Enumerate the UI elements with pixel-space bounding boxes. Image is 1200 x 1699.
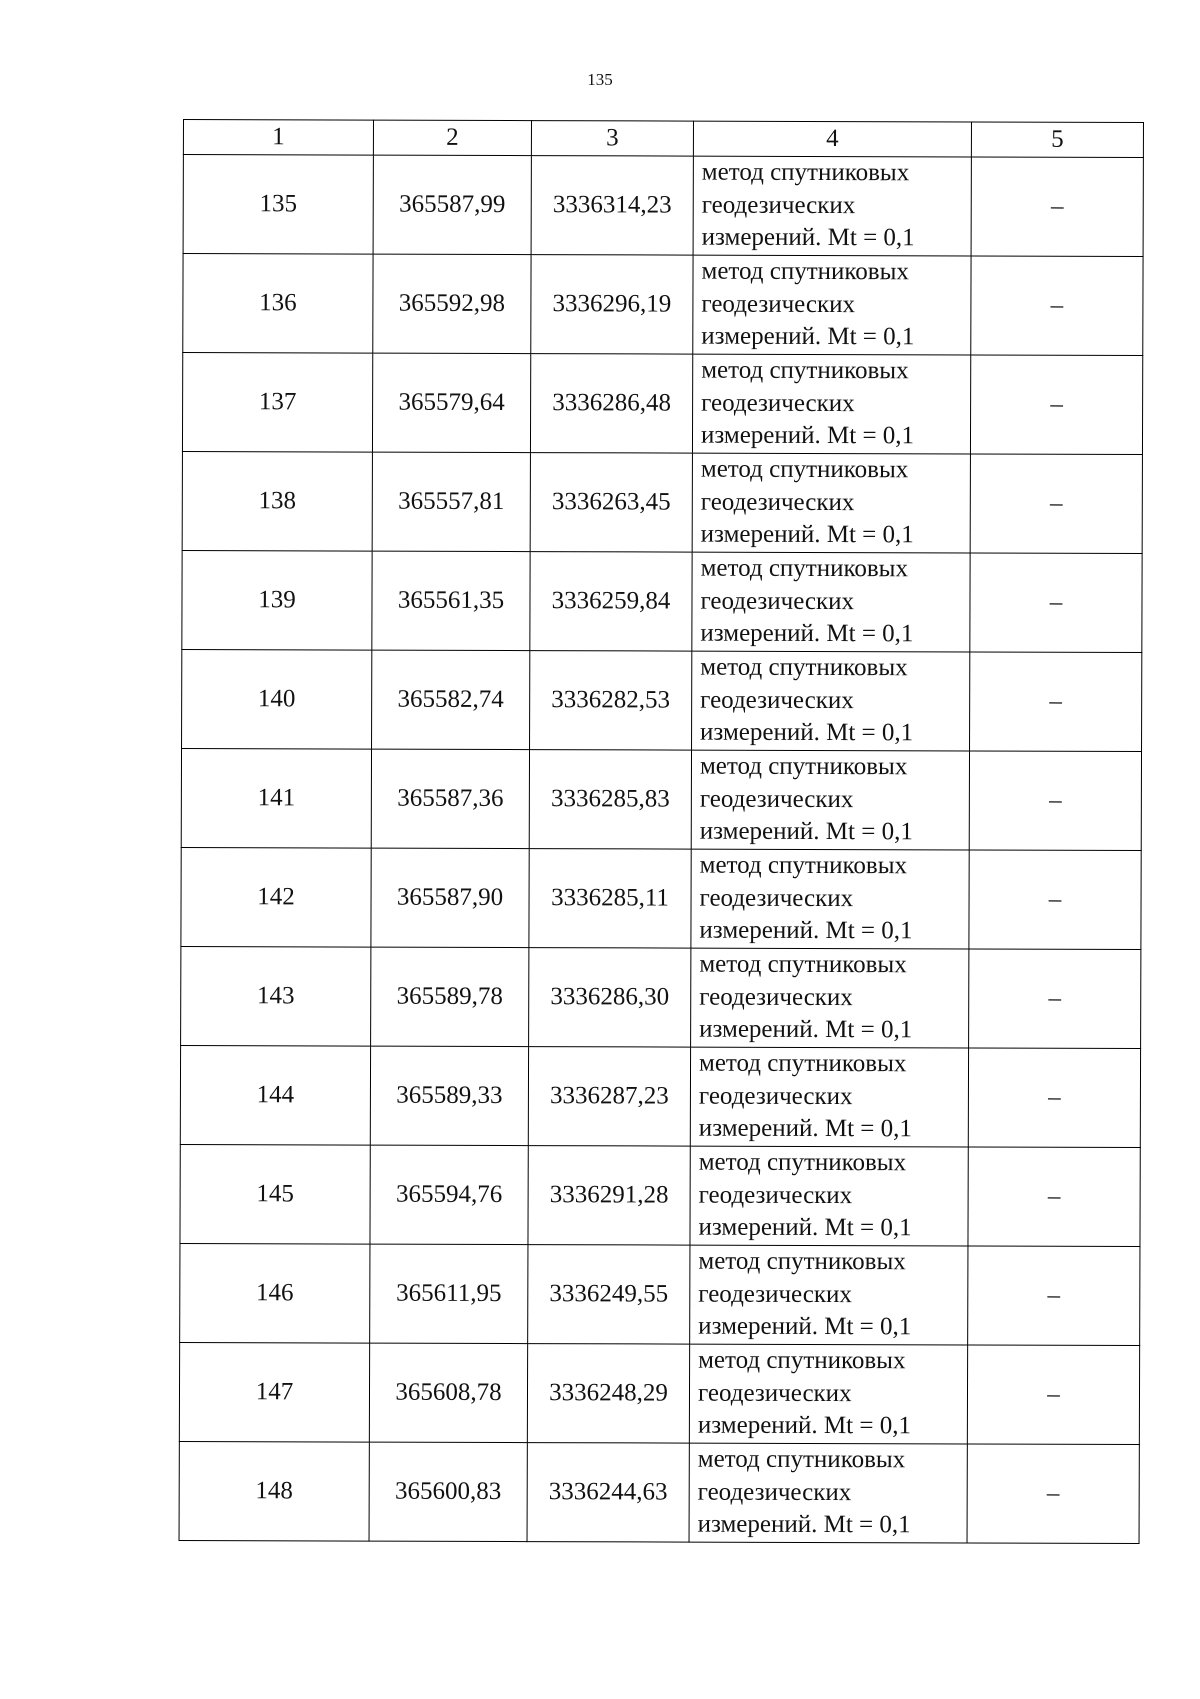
method-cell <box>690 1047 968 1147</box>
point-number-cell: 147 <box>179 1342 369 1442</box>
method-text-line: измерений. Mt = 0,1 <box>700 520 914 549</box>
method-text-line: метод спутниковых <box>699 851 908 880</box>
method-text-line: геодезических <box>699 983 853 1011</box>
table-row <box>183 155 1143 257</box>
method-text-line: метод спутниковых <box>701 356 909 385</box>
point-number-cell: 141 <box>181 748 371 848</box>
x-coordinate-cell: 365579,64 <box>372 353 530 452</box>
y-coordinate-cell: 3336259,84 <box>530 552 692 652</box>
method-text-line: измерений. Mt = 0,1 <box>701 322 915 351</box>
method-text-line: измерений. Mt = 0,1 <box>700 619 914 648</box>
method-cell <box>689 1344 967 1444</box>
method-text-line: измерений. Mt = 0,1 <box>699 916 913 945</box>
method-cell <box>691 750 969 850</box>
column-header-4: 4 <box>693 121 971 157</box>
y-coordinate-cell: 3336249,55 <box>528 1245 690 1345</box>
table-row <box>180 1144 1140 1246</box>
method-cell <box>690 1146 968 1246</box>
y-coordinate-cell: 3336248,29 <box>527 1344 689 1444</box>
y-coordinate-cell: 3336314,23 <box>531 156 693 256</box>
method-text-line: измерений. Mt = 0,1 <box>700 421 915 450</box>
y-coordinate-cell: 3336291,28 <box>528 1146 690 1246</box>
x-coordinate-cell: 365587,99 <box>373 155 531 254</box>
method-text-line: геодезических <box>701 191 856 219</box>
method-text-line: геодезических <box>699 884 854 912</box>
note-cell: – <box>968 1147 1140 1247</box>
note-cell: – <box>971 157 1143 257</box>
method-text-line: метод спутниковых <box>699 950 907 979</box>
table-row <box>182 550 1142 652</box>
method-text-line: измерений. Mt = 0,1 <box>698 1114 912 1143</box>
method-text-line: геодезических <box>701 389 855 417</box>
x-coordinate-cell: 365557,81 <box>372 452 530 551</box>
note-cell: – <box>967 1345 1139 1445</box>
method-cell <box>693 156 971 256</box>
method-text-line: геодезических <box>697 1478 852 1506</box>
method-text-line: геодезических <box>697 1379 852 1407</box>
table-row <box>181 748 1141 850</box>
table-row <box>181 847 1141 949</box>
column-header-2: 2 <box>373 120 531 155</box>
y-coordinate-cell: 3336263,45 <box>530 453 692 553</box>
x-coordinate-cell: 365589,78 <box>371 947 529 1046</box>
method-text-line: измерений. Mt = 0,1 <box>700 718 914 747</box>
note-cell: – <box>970 553 1142 653</box>
method-cell <box>691 849 969 949</box>
point-number-cell: 144 <box>180 1045 370 1145</box>
method-cell <box>692 552 970 652</box>
note-cell: – <box>969 751 1141 851</box>
method-text-line: геодезических <box>698 1181 853 1209</box>
note-cell: – <box>968 1246 1140 1346</box>
point-number-cell: 148 <box>179 1441 369 1541</box>
method-text-line: метод спутниковых <box>698 1148 907 1177</box>
y-coordinate-cell: 3336286,30 <box>529 948 691 1048</box>
x-coordinate-cell: 365582,74 <box>372 650 530 749</box>
method-cell <box>691 948 969 1048</box>
column-header-1: 1 <box>183 120 373 156</box>
x-coordinate-cell: 365561,35 <box>372 551 530 650</box>
method-text-line: измерений. Mt = 0,1 <box>697 1411 912 1440</box>
table-row <box>181 946 1141 1048</box>
table-row <box>180 1045 1140 1147</box>
method-text-line: метод спутниковых <box>701 257 909 286</box>
note-cell: – <box>968 1048 1140 1148</box>
y-coordinate-cell: 3336285,83 <box>529 750 691 850</box>
table-row <box>182 649 1142 751</box>
column-header-5: 5 <box>971 122 1143 158</box>
note-cell: – <box>969 850 1141 950</box>
table-row <box>179 1441 1139 1543</box>
method-text-line: метод спутниковых <box>700 455 909 484</box>
point-number-cell: 142 <box>181 847 371 947</box>
table-header <box>183 120 1143 158</box>
method-text-line: геодезических <box>700 686 854 714</box>
method-cell <box>692 651 970 751</box>
method-cell <box>693 255 971 355</box>
coordinates-table <box>179 119 1144 1544</box>
point-number-cell: 146 <box>180 1243 370 1343</box>
method-text-line: геодезических <box>700 488 855 516</box>
table-row <box>182 353 1142 455</box>
method-text-line: метод спутниковых <box>700 653 908 682</box>
method-text-line: измерений. Mt = 0,1 <box>701 223 915 252</box>
method-cell <box>689 1443 967 1543</box>
method-text-line: измерений. Mt = 0,1 <box>698 1213 912 1242</box>
method-text-line: метод спутниковых <box>698 1247 906 1276</box>
method-text-line: геодезических <box>699 785 854 813</box>
x-coordinate-cell: 365608,78 <box>369 1343 527 1442</box>
point-number-cell: 139 <box>182 550 372 650</box>
x-coordinate-cell: 365589,33 <box>370 1046 528 1145</box>
method-text-line: метод спутниковых <box>698 1346 906 1375</box>
table-row <box>179 1342 1139 1444</box>
method-text-line: измерений. Mt = 0,1 <box>699 1015 913 1044</box>
method-cell <box>690 1245 968 1345</box>
method-text-line: измерений. Mt = 0,1 <box>697 1510 911 1539</box>
method-text-line: метод спутниковых <box>698 1049 907 1078</box>
x-coordinate-cell: 365600,83 <box>369 1442 527 1541</box>
method-text-line: измерений. Mt = 0,1 <box>698 1312 912 1341</box>
column-header-3: 3 <box>531 121 693 157</box>
table-row <box>180 1243 1140 1345</box>
y-coordinate-cell: 3336286,48 <box>530 354 692 454</box>
method-text-line: метод спутниковых <box>699 752 908 781</box>
point-number-cell: 138 <box>182 451 372 551</box>
y-coordinate-cell: 3336287,23 <box>528 1047 690 1147</box>
note-cell: – <box>971 256 1143 356</box>
table-body <box>179 155 1143 1544</box>
y-coordinate-cell: 3336285,11 <box>529 849 691 949</box>
point-number-cell: 145 <box>180 1144 370 1244</box>
point-number-cell: 136 <box>183 254 373 354</box>
note-cell: – <box>967 1444 1139 1544</box>
x-coordinate-cell: 365594,76 <box>370 1145 528 1244</box>
table-row <box>183 254 1143 356</box>
method-text-line: метод спутниковых <box>701 158 910 187</box>
method-cell <box>692 354 970 454</box>
note-cell: – <box>970 355 1142 455</box>
method-text-line: геодезических <box>698 1082 853 1110</box>
y-coordinate-cell: 3336282,53 <box>530 651 692 751</box>
method-text-line: метод спутниковых <box>697 1445 906 1474</box>
page-number: 135 <box>587 70 613 89</box>
x-coordinate-cell: 365587,90 <box>371 848 529 947</box>
table-row <box>182 451 1142 553</box>
point-number-cell: 143 <box>181 946 371 1046</box>
method-text-line: геодезических <box>701 290 856 318</box>
y-coordinate-cell: 3336244,63 <box>527 1443 689 1543</box>
method-text-line: метод спутниковых <box>700 554 909 583</box>
method-text-line: измерений. Mt = 0,1 <box>699 817 913 846</box>
x-coordinate-cell: 365587,36 <box>371 749 529 848</box>
point-number-cell: 137 <box>182 353 372 453</box>
note-cell: – <box>969 949 1141 1049</box>
method-text-line: геодезических <box>698 1280 852 1308</box>
point-number-cell: 140 <box>182 649 372 749</box>
note-cell: – <box>970 652 1142 752</box>
note-cell: – <box>970 454 1142 554</box>
x-coordinate-cell: 365592,98 <box>373 254 531 353</box>
y-coordinate-cell: 3336296,19 <box>531 255 693 355</box>
method-cell <box>692 453 970 553</box>
x-coordinate-cell: 365611,95 <box>370 1244 528 1343</box>
header-row <box>183 120 1143 158</box>
method-text-line: геодезических <box>700 587 855 615</box>
point-number-cell: 135 <box>183 155 373 255</box>
